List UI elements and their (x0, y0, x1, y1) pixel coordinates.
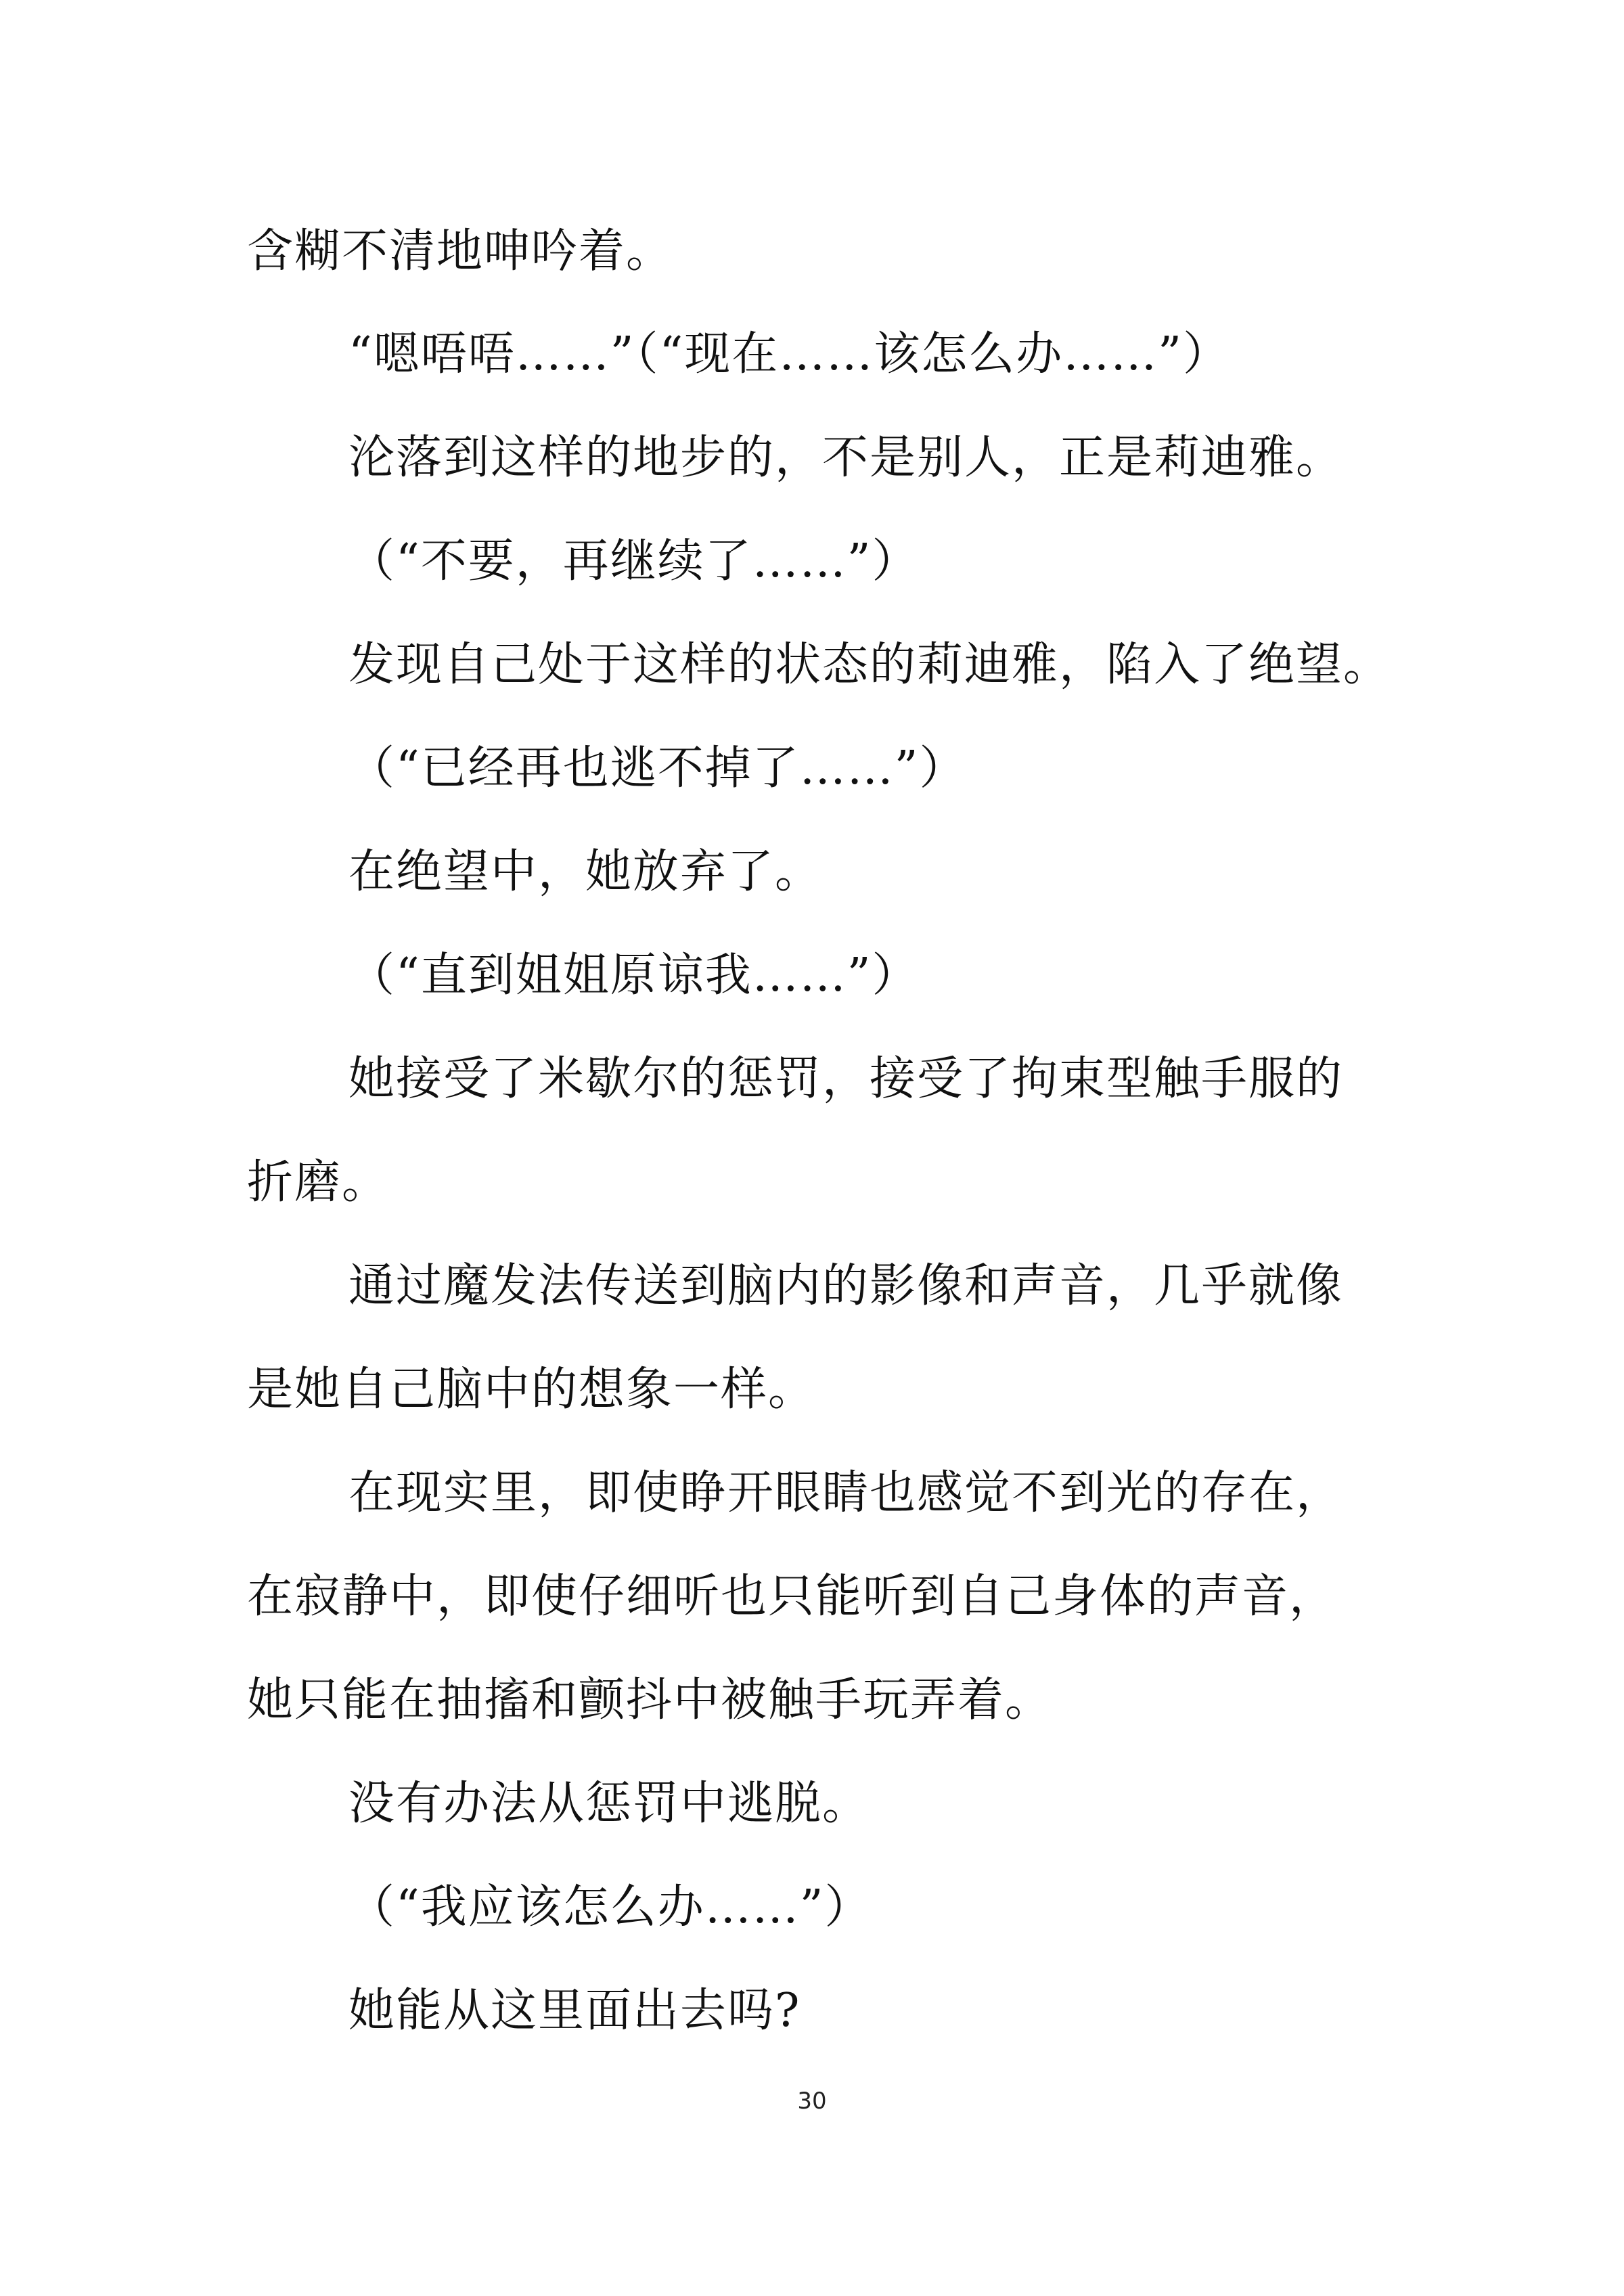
text-line: （“已经再也逃不掉了……”） (348, 742, 967, 795)
text-line: 她能从这里面出去吗? (348, 1984, 801, 2038)
text-line: （“直到姐姐原谅我……”） (348, 949, 920, 1002)
text-line: 发现自己处于这样的状态的莉迪雅，陷入了绝望。 (348, 638, 1391, 692)
text-line: 在绝望中，她放弃了。 (348, 845, 823, 899)
text-line: “嗯唔唔……”（“现在……该怎么办……”） (348, 328, 1231, 381)
text-line: 在现实里，即使睁开眼睛也感觉不到光的存在， (348, 1466, 1344, 1520)
text-line: （“我应该怎么办……”） (348, 1881, 872, 1934)
text-line: 她只能在抽搐和颤抖中被触手玩弄着。 (247, 1673, 1053, 1727)
text-line: 沦落到这样的地步的，不是别人，正是莉迪雅。 (348, 431, 1344, 485)
page-number: 30 (797, 2088, 827, 2115)
text-line: 折磨。 (247, 1156, 390, 1209)
text-line: 含糊不清地呻吟着。 (247, 225, 674, 278)
text-line: （“不要，再继续了……”） (348, 535, 920, 588)
text-line: 在寂静中，即使仔细听也只能听到自己身体的声音， (247, 1570, 1337, 1623)
text-line: 没有办法从惩罚中逃脱。 (348, 1777, 870, 1830)
text-line: 她接受了米歇尔的惩罚，接受了拘束型触手服的 (348, 1052, 1344, 1106)
text-line: 通过魔发法传送到脑内的影像和声音，几乎就像 (348, 1259, 1344, 1313)
text-line: 是她自己脑中的想象一样。 (247, 1363, 816, 1416)
